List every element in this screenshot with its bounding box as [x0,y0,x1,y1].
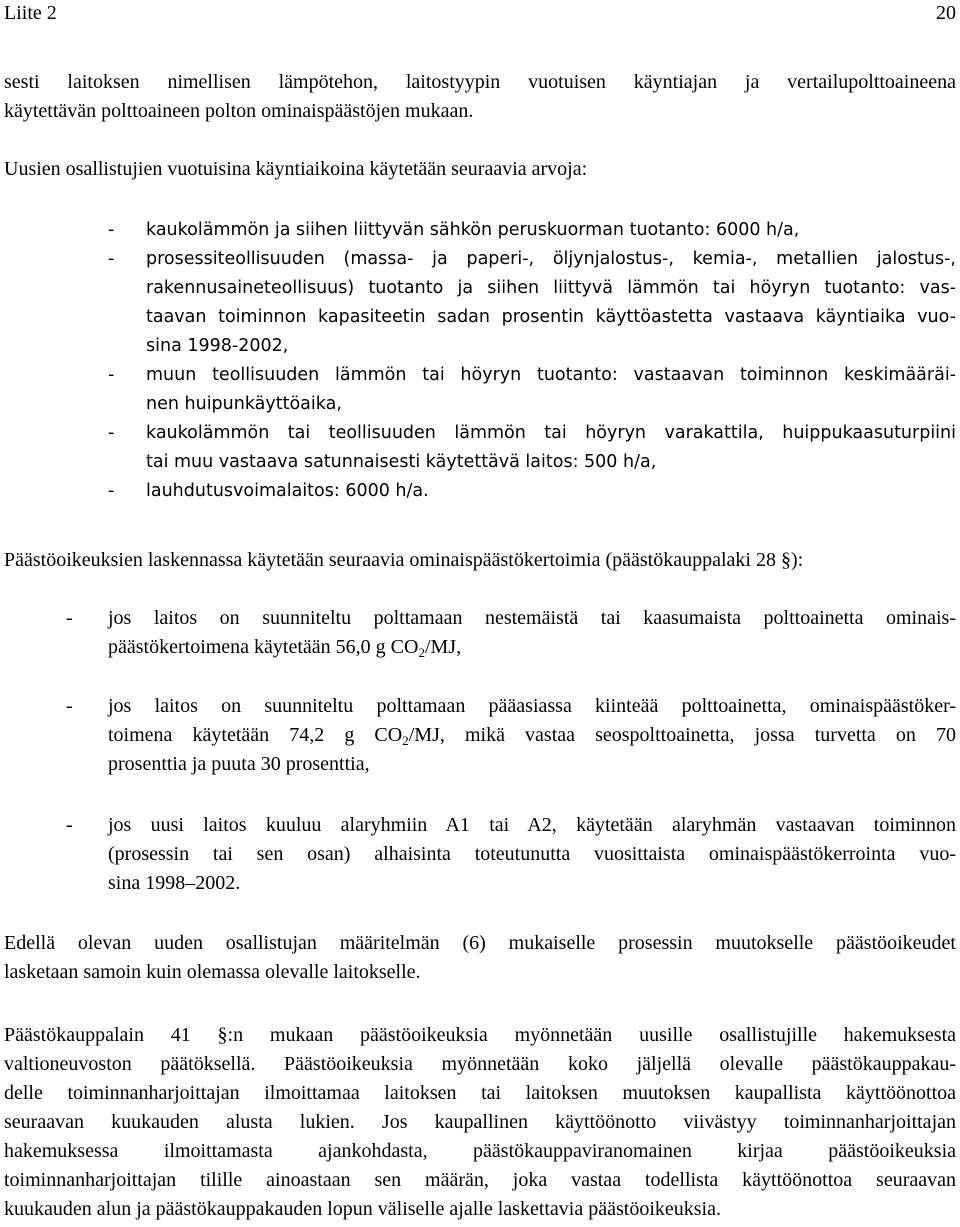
edella-paragraph [4,929,956,987]
text-line: tai muu vastaava satunnaisesti käytettävä laitos: 500 h/a, [146,452,657,472]
text-line: taavan toiminnon kapasiteetin sadan prosentin käyttöastetta vastaava käyntiaika vuo- [146,307,956,327]
text-line: (prosessin tai sen osan) alhaisinta toteutunutta vuosittaista ominaispäästökerrointa vuo- [108,843,956,865]
text-line: toiminnanharjoittajan tilille ainoastaan sen määrän, joka vastaa todellista käyttöönottoa seuraavan [4,1169,956,1191]
list-dash: - [66,814,73,836]
list-item [108,477,956,506]
text-line: käytettävän polttoaineen polton ominaispäästöjen mukaan. [4,100,474,122]
list-item [108,361,956,419]
text-line: päästökertoimena käytetään 56,0 g $CO_2/MJ$, [108,636,462,660]
text-line: jos laitos on suunniteltu polttamaan nestemäistä tai kaasumaista polttoainetta ominais- [108,607,956,629]
page-number: 20 [936,2,956,24]
text-line: rakennusaineteollisuus) tuotanto ja siihen liittyvä lämmön tai höyryn tuotanto: vas- [146,278,956,298]
text-line: lauhdutusvoimalaitos: 6000 h/a. [146,481,429,501]
text-line: kuukauden alun ja päästökauppakauden lopun väliselle ajalle laskettavia päästöoikeuksia. [4,1198,721,1220]
appendix-label: Liite 2 [4,2,57,24]
usage-list [108,216,956,506]
list-dash: - [66,607,73,629]
emission-list [66,604,956,662]
usage-heading: Uusien osallistujien vuotuisina käyntiaikoina käytetään seuraavia arvoja: [4,158,588,180]
text-line: Edellä olevan uuden osallistujan määritelmän (6) mukaiselle prosessin muutokselle päästöoikeudet [4,932,956,954]
list-dash: - [108,365,115,385]
text-line: Päästökauppalain 41 §:n mukaan päästöoikeuksia myönnetään uusille osallistujille hakemuksesta [4,1024,956,1046]
list-item [66,811,956,898]
list-item [108,419,956,477]
text-line: seuraavan kuukauden alusta lukien. Jos kaupallinen käyttöönotto viivästyy toiminnanharjoittajan [4,1111,956,1133]
text-line: delle toiminnanharjoittajan ilmoittamaa laitoksen tai laitoksen muutoksen kaupallista käyttöönottoa [4,1082,956,1104]
list-dash: - [108,423,115,443]
emission-list [66,811,956,898]
list-item [108,245,956,361]
text-line: lasketaan samoin kuin olemassa olevalle laitokselle. [4,961,421,983]
list-dash: - [108,481,115,501]
text-line: prosessiteollisuuden (massa- ja paperi-, öljynjalostus-, kemia-, metallien jalostus-, [146,249,956,269]
text-line: kaukolämmön tai teollisuuden lämmön tai höyryn varakattila, huippukaasuturpiini [146,423,956,443]
text-line: kaukolämmön ja siihen liittyvän sähkön peruskuorman tuotanto: 6000 h/a, [146,220,800,240]
list-dash: - [108,249,115,269]
list-item [66,692,956,779]
text-line: valtioneuvoston päätöksellä. Päästöoikeuksia myönnetään koko jäljellä olevalle päästökauppakau- [4,1053,956,1075]
text-line: muun teollisuuden lämmön tai höyryn tuotanto: vastaavan toiminnon keskimääräi- [146,365,956,385]
list-dash: - [108,220,115,240]
emission-heading: Päästöoikeuksien laskennassa käytetään seuraavia ominaispäästökertoimia (päästökauppalaki 28 §): [4,549,804,571]
text-line: sina 1998-2002, [146,336,289,356]
list-item [108,216,956,245]
intro-paragraph [4,68,956,126]
list-dash: - [66,695,73,717]
text-line: prosenttia ja puuta 30 prosenttia, [108,753,370,775]
text-line: toimena käytetään 74,2 g $CO_2/MJ$, mikä vastaa seospolttoainetta, jossa turvetta on 70 [108,724,957,748]
text-line: nen huipunkäyttöaika, [146,394,342,414]
text-line: sesti laitoksen nimellisen lämpötehon, laitostyypin vuotuisen käyntiajan ja vertailupolttoaineena [4,71,956,93]
text-line: jos laitos on suunniteltu polttamaan pääasiassa kiinteää polttoainetta, ominaispäästöker- [108,695,956,717]
list-item [66,604,956,662]
allocation-paragraph [4,1021,956,1224]
text-line: sina 1998–2002. [108,872,241,894]
text-line: jos uusi laitos kuuluu alaryhmiin A1 tai A2, käytetään alaryhmän vastaavan toiminnon [108,814,956,836]
text-line: hakemuksessa ilmoittamasta ajankohdasta, päästökauppaviranomainen kirjaa päästöoikeuksia [4,1140,956,1162]
emission-list [66,692,956,779]
